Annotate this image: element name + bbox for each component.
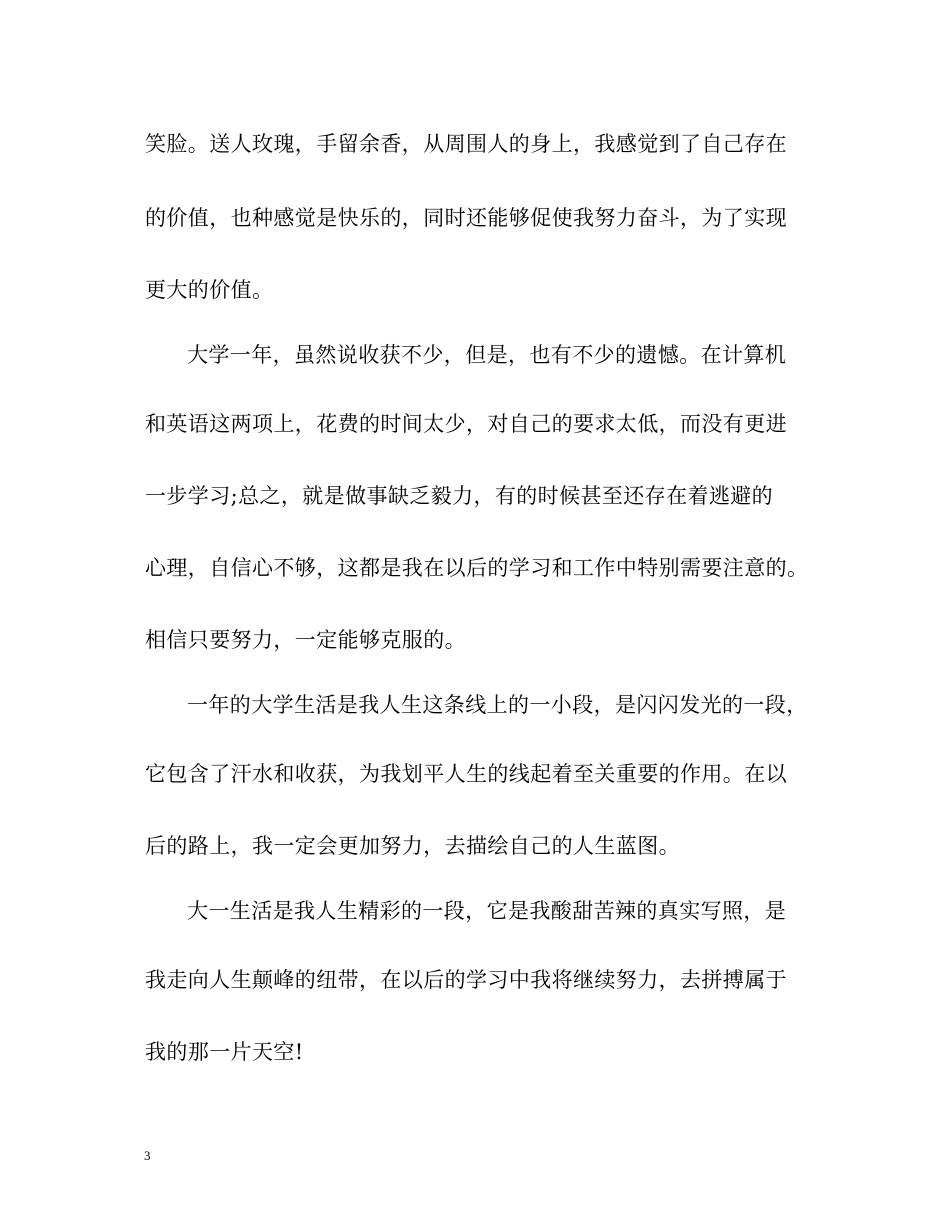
text-line: 我走向人生颠峰的纽带，在以后的学习中我将继续努力，去拼搏属于 xyxy=(145,968,787,992)
paragraph-first-line: 大学一年，虽然说收获不少，但是，也有不少的遗憾。在计算机 xyxy=(187,343,787,367)
text-line: 和英语这两项上，花费的时间太少，对自己的要求太低，而没有更进 xyxy=(145,412,787,436)
text-line: 后的路上，我一定会更加努力，去描绘自己的人生蓝图。 xyxy=(145,834,680,858)
text-line: 的价值，也种感觉是快乐的，同时还能够促使我努力奋斗，为了实现 xyxy=(145,206,787,230)
paragraph-first-line: 一年的大学生活是我人生这条线上的一小段，是闪闪发光的一段， xyxy=(187,693,808,717)
paragraph-first-line: 大一生活是我人生精彩的一段，它是我酸甜苦辣的真实写照，是 xyxy=(187,899,787,923)
text-line: 我的那一片天空! xyxy=(145,1040,304,1064)
text-line: 它包含了汗水和收获，为我划平人生的线起着至关重要的作用。在以 xyxy=(145,762,787,786)
text-line: 更大的价值。 xyxy=(145,278,274,302)
text-line: 心理，自信心不够，这都是我在以后的学习和工作中特别需要注意的。 xyxy=(145,556,809,580)
text-line: 一步学习;总之，就是做事缺乏毅力，有的时候甚至还存在着逃避的 xyxy=(145,484,774,508)
page-number: 3 xyxy=(144,1148,151,1163)
text-line: 笑脸。送人玫瑰，手留余香，从周围人的身上，我感觉到了自己存在 xyxy=(145,132,787,156)
text-line: 相信只要努力，一定能够克服的。 xyxy=(145,628,466,652)
